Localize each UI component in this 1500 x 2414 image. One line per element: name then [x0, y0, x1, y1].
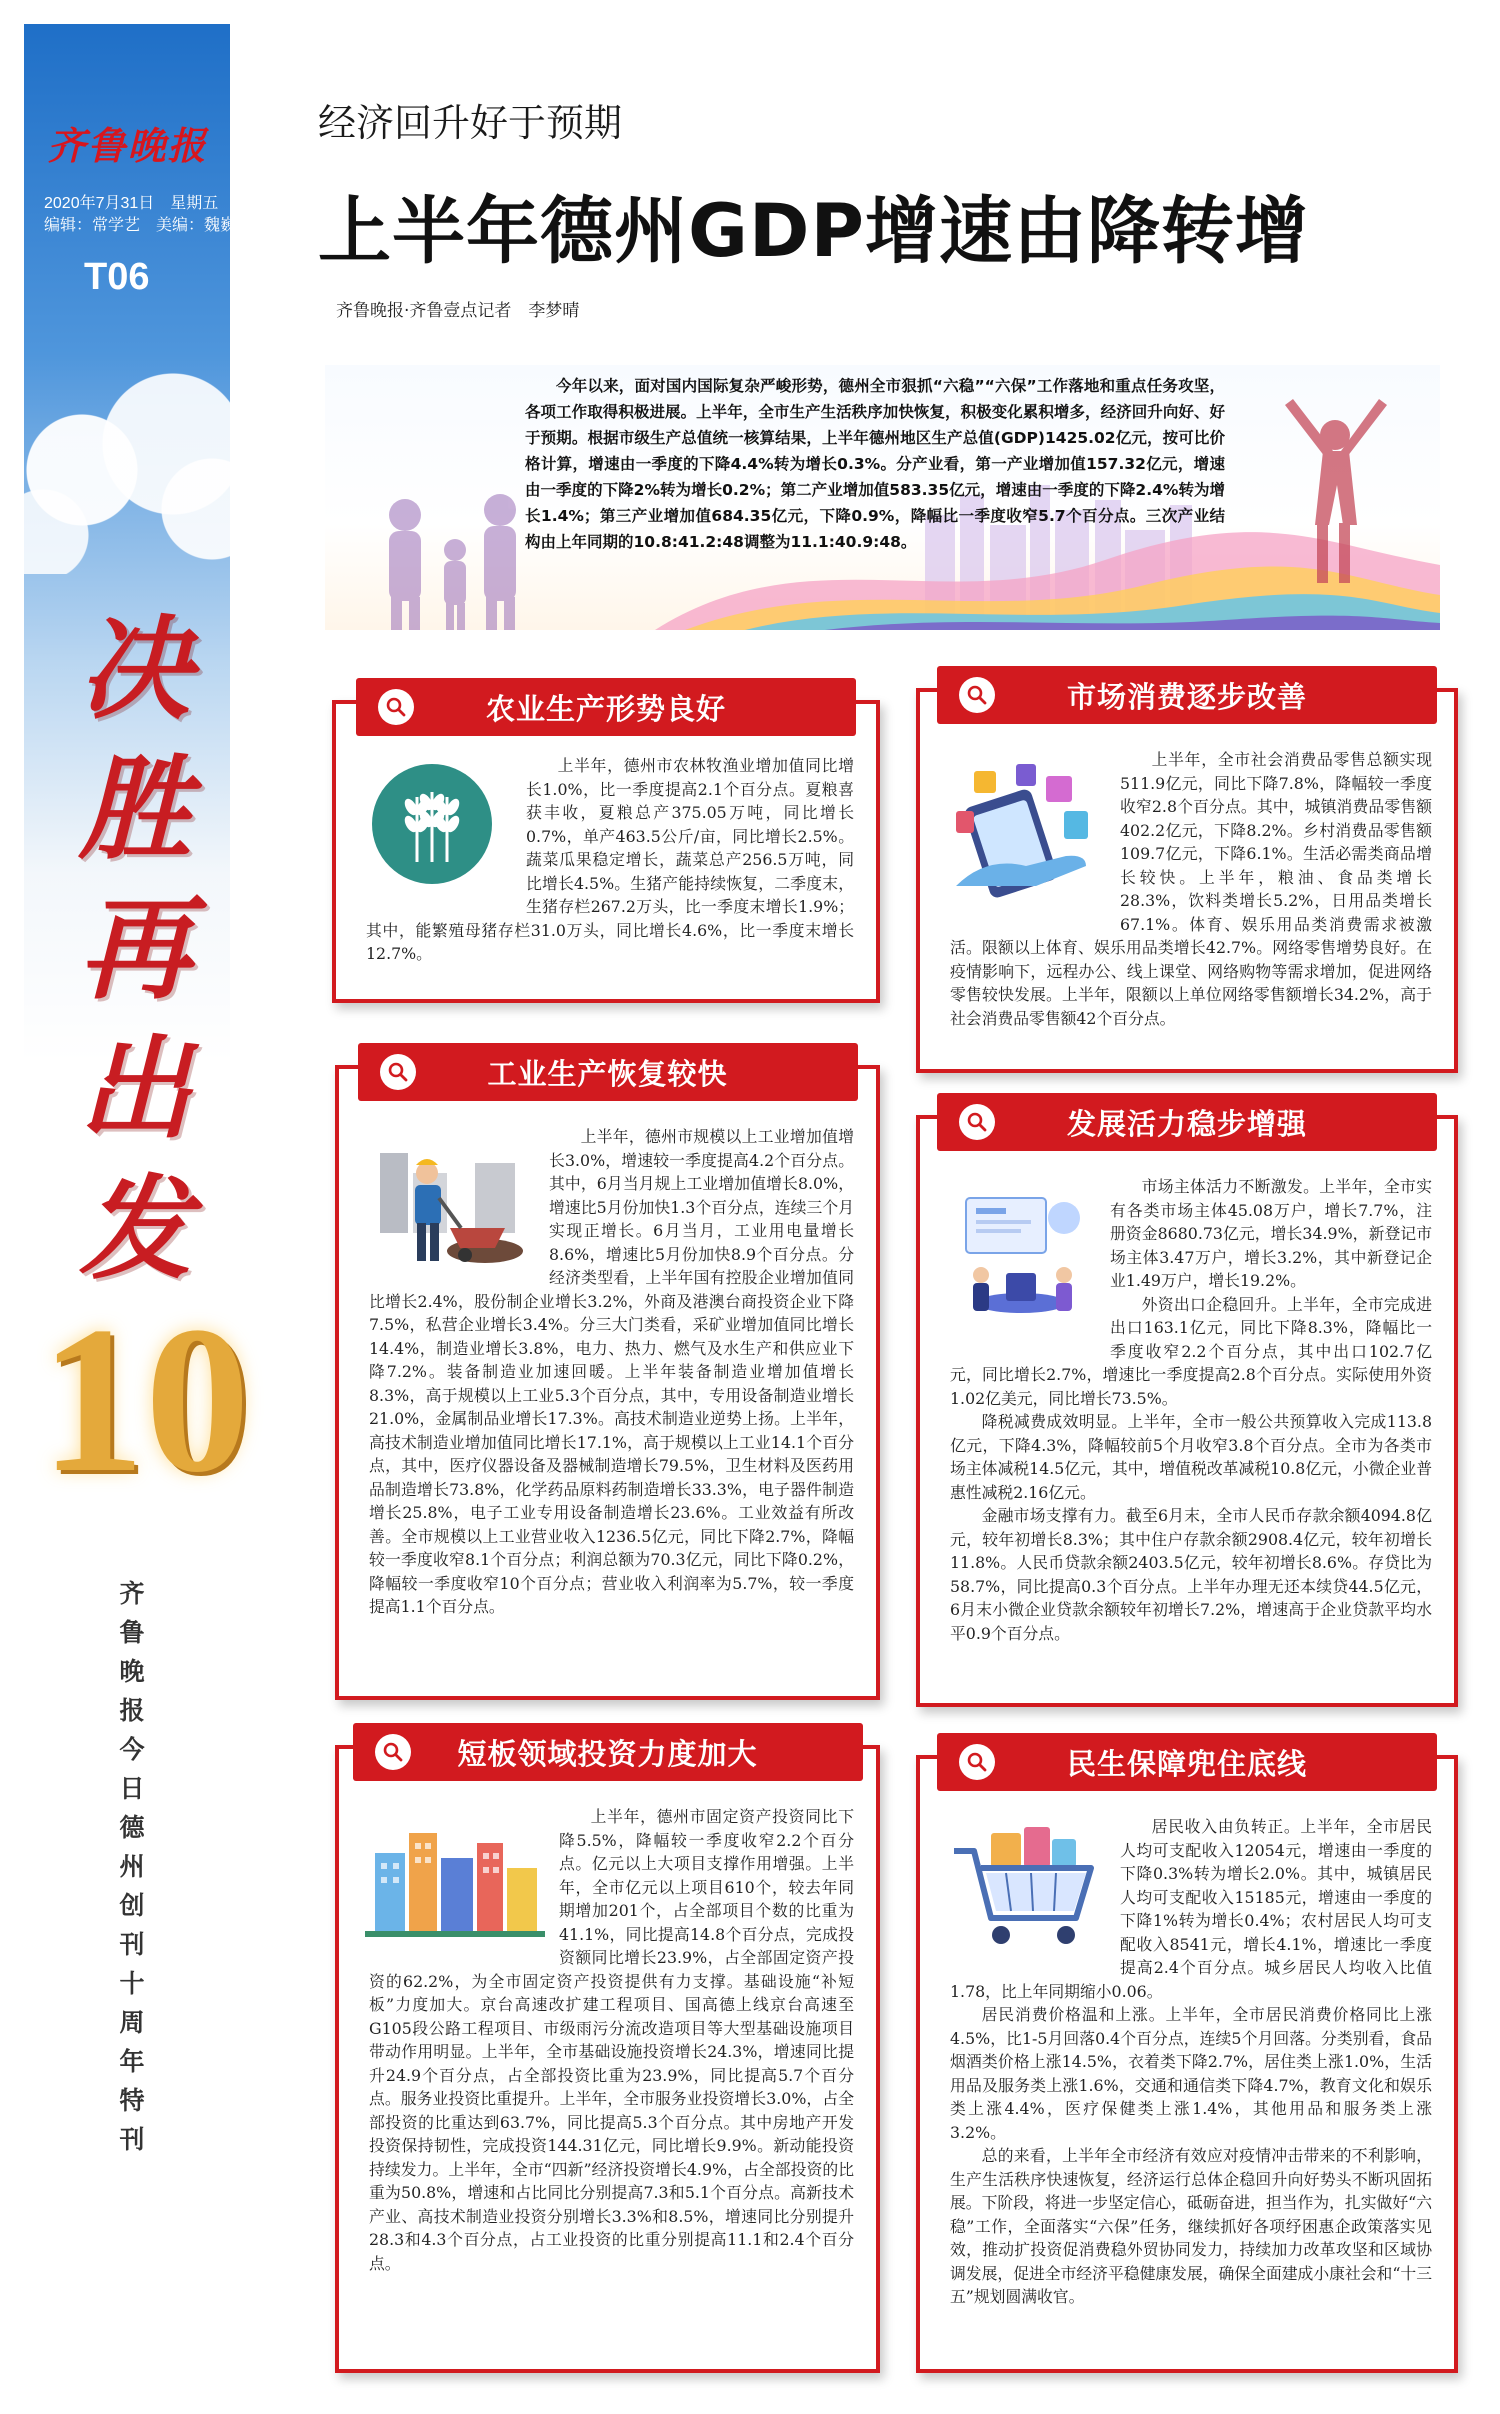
section-header: [937, 666, 1437, 724]
section-header: [353, 1723, 863, 1781]
search-icon: [959, 677, 995, 713]
cloud-decoration: [24, 314, 230, 574]
page-headline: 上半年德州GDP增速由降转增: [318, 189, 1310, 274]
search-icon: [959, 1744, 995, 1780]
page-number: T06: [84, 256, 150, 298]
section-title: 短板领域投资力度加大: [457, 1736, 758, 1771]
section-paragraph: 上半年，德州市规模以上工业增加值增长3.0%，增速较一季度提高4.2个百分点。其中，6月当月规上工业增加值增长8.0%，增速比5月份加快1.3个百分点，连续三个月实现正增长。6月当月，工业用电量增长8.6%，增速比5月份加快8.9个百分点。分经济类型看，上半年国有控股企业增加值同比增长2.4%，股份制企业增长3.2%，外商及港澳台商投资企业下降7.5%，私营企业增长3.4%。分三大门类看，采矿业增加值同比增长14.4%，制造业增长3.8%，电力、热力、燃气及水生产和供应业下降7.2%。装备制造业加速回暖。上半年装备制造业增加值增长8.3%，高于规模以上工业5.3个百分点，其中，专用设备制造业增长21.0%，金属制品业增长17.3%。高技术制造业逆势上扬。上半年，高技术制造业增加值同比增长17.1%，高于规模以上工业14.1个百分点，其中，医疗仪器设备及器械制造增长79.5%，卫生材料及医药用品制造增长73.8%，化学药品原料药制造增长33.3%，电子器件制造增长25.8%，电子工业专用设备制造增长23.6%。工业效益有所改善。全市规模以上工业营业收入1236.5亿元，同比下降2.7%，降幅较一季度收窄8.1个百分点；利润总额为70.3亿元，同比下降0.2%，降幅较一季度收窄10个百分点；营业收入利润率为5.7%，较一季度提高1.1个百分点。: [369, 1127, 854, 1616]
hero-banner: [325, 365, 1440, 630]
section-header: [358, 1043, 858, 1101]
section-title: 民生保障兜住底线: [1066, 1746, 1307, 1781]
section-vitality: [916, 1106, 1458, 1707]
section-header: [937, 1733, 1437, 1791]
search-icon: [375, 1734, 411, 1770]
section-title: 工业生产恢复较快: [487, 1056, 728, 1091]
section-consumption: [916, 679, 1458, 1073]
section-agriculture: [332, 691, 880, 1003]
section-title: 发展活力稳步增强: [1066, 1106, 1307, 1141]
section-paragraph: 上半年，德州市农林牧渔业增加值同比增长1.0%，比一季度提高2.1个百分点。夏粮喜获丰收，夏粮总产375.05万吨，同比增长0.7%，单产463.5公斤/亩，同比增长2.5%。蔬菜瓜果稳定增长，蔬菜总产256.5万吨，同比增长4.5%。生猪产能持续恢复，二季度末，生猪存栏267.2万头，比一季度末增长1.9%；其中，能繁殖母猪存栏31.0万头，同比增长4.6%，比一季度末增长12.7%。: [366, 756, 854, 963]
section-paragraph: 上半年，德州市固定资产投资同比下降5.5%，降幅较一季度收窄2.2个百分点。亿元以上大项目支撑作用增强。上半年，全市亿元以上项目610个，较去年同期增加201个，占全部项目个数的比重为41.1%，同比提高14.8个百分点，完成投资额同比增长23.9%，占全部固定资产投资的62.2%，为全市固定资产投资提供有力支撑。基础设施“补短板”力度加大。京台高速改扩建工程项目、国高德上线京台高速至G105段公路工程项目、市级雨污分流改造项目等大型基础设施项目带动作用明显。上半年，全市基础设施投资增长24.3%，增速同比提升24.9个百分点，占全部投资比重为23.9%，同比提高5.7个百分点。服务业投资比重提升。上半年，全市服务业投资增长3.0%，占全部投资的比重达到63.7%，同比提高5.3个百分点。其中房地产开发投资保持韧性，完成投资144.31亿元，同比增长9.9%。新动能投资持续发力。上半年，全市“四新”经济投资增长4.9%，占全部投资的比重为50.8%，增速和占比同比分别提高7.3和5.1个百分点。高新技术产业、高技术制造业投资分别增长3.3%和8.5%，增速同比分别提升28.3和4.3个百分点，占工业投资的比重分别提高11.1和2.4个百分点。: [369, 1807, 854, 2273]
search-icon: [378, 689, 414, 725]
anniversary-number: 10: [40, 1284, 250, 1516]
search-icon: [959, 1104, 995, 1140]
office-meeting-icon: [946, 1183, 1096, 1337]
section-paragraph: 居民收入由负转正。上半年，全市居民人均可支配收入12054元，增速由一季度的下降0.3%转为增长2.0%。其中，城镇居民人均可支配收入15185元，增速由一季度的下降1%转为增长0.4%；农村居民人均可支配收入8541元，增长4.1%，增速比一季度提高2.4个百分点。城乡居民人均收入比值1.78，比上年同期缩小0.06。: [950, 1817, 1432, 2001]
headline-kicker: 经济回升好于预期: [318, 101, 623, 145]
wheat-icon: [362, 762, 512, 896]
section-livelihood: [916, 1746, 1458, 2373]
online-shopping-icon: [946, 756, 1106, 910]
section-paragraph: 上半年，全市社会消费品零售总额实现511.9亿元，同比下降7.8%，降幅较一季度收窄2.8个百分点。其中，城镇消费品零售额402.2亿元，下降8.2%。乡村消费品零售额109.7亿元，下降6.1%。生活必需类商品增长较快。上半年，粮油、食品类增长28.3%，饮料类增长5.2%，日用品类增长67.1%。体育、娱乐用品类消费需求被激活。限额以上体育、娱乐用品类增长42.7%。网络零售增势良好。在疫情影响下，远程办公、线上课堂、网络购物等需求增加，促进网络零售较快发展。上半年，限额以上单位网络零售额增长34.2%，高于社会消费品零售额42个百分点。: [950, 750, 1432, 1028]
section-paragraph: 市场主体活力不断激发。上半年，全市实有各类市场主体45.08万户，增长7.7%，注册资金8680.73亿元，增长34.9%，新登记市场主体3.47万户，增长3.2%，其中新登记企业1.49万户，增长19.2%。: [1110, 1177, 1432, 1290]
factory-worker-icon: [365, 1133, 535, 1277]
search-icon: [380, 1054, 416, 1090]
section-title: 市场消费逐步改善: [1066, 679, 1307, 714]
byline: 齐鲁晚报·齐鲁壹点记者 李梦晴: [336, 301, 580, 321]
section-paragraph: 总的来看，上半年全市经济有效应对疫情冲击带来的不利影响，生产生活秩序快速恢复，经济运行总体企稳回升向好势头不断巩固拓展。下阶段，将进一步坚定信心，砥砺奋进，担当作为，扎实做好“六稳”工作，全面落实“六保”任务，继续抓好各项纾困惠企政策落实见效，推动扩投资促消费稳外贸协同发力，持续加力改革攻坚和区域协调发展，促进全市经济平稳健康发展，确保全面建成小康社会和“十三五”规划圆满收官。: [950, 2146, 1432, 2306]
lead-paragraph: 今年以来，面对国内国际复杂严峻形势，德州全市狠抓“六稳”“六保”工作落地和重点任务攻坚，各项工作取得积极进展。上半年，全市生产生活秩序加快恢复，积极变化累积增多，经济回升向好、好于预期。根据市级生产总值统一核算结果，上半年德州地区生产总值(GDP)1425.02亿元，按可比价格计算，增速由一季度的下降4.4%转为增长0.3%。分产业看，第一产业增加值157.32亿元，增速由一季度的下降2%转为增长0.2%；第二产业增加值583.35亿元，增速由一季度的下降2.4%转为增长1.4%；第三产业增加值684.35亿元，下降0.9%，降幅比一季度收窄5.7个百分点。三次产业结构由上年同期的10.8:41.2:48调整为11.1:40.9:48。: [525, 377, 1225, 551]
section-paragraph: 金融市场支撑有力。截至6月末，全市人民币存款余额4094.8亿元，较年初增长8.3%；其中住户存款余额2908.4亿元，较年初增长11.8%。人民币贷款余额2403.5亿元，较年初增长8.6%。存贷比为58.7%，同比提高0.3个百分点。上半年办理无还本续贷44.5亿元，6月末小微企业贷款余额较年初增长7.2%，增速高于企业贷款平均水平0.9个百分点。: [950, 1506, 1432, 1643]
section-paragraph: 外资出口企稳回升。上半年，全市完成进出口163.1亿元，同比下降8.3%，降幅比一季度收窄2.2个百分点，其中出口102.7亿元，同比增长2.7%，增速比一季度提高2.8个百分点。实际使用外资1.02亿美元，同比增长73.5%。: [950, 1294, 1432, 1408]
city-buildings-icon: [365, 1813, 545, 1947]
section-header: [937, 1093, 1437, 1151]
section-investment: [335, 1736, 880, 2373]
banner-slogan: 决胜再出发: [79, 604, 191, 1295]
section-title: 农业生产形势良好: [485, 691, 726, 726]
editor-credits: 编辑：常学艺 美编：魏巍: [44, 217, 237, 234]
newspaper-masthead: 齐鲁晚报: [47, 123, 208, 168]
section-paragraph: 居民消费价格温和上涨。上半年，全市居民消费价格同比上涨4.5%，比1-5月回落0.4个百分点，连续5个月回落。分类别看，食品烟酒类价格上涨14.5%，衣着类下降2.7%，居住类上涨1.0%，生活用品及服务类上涨1.6%，交通和通信类下降4.7%，教育文化和娱乐类上涨4.4%，医疗保健类上涨1.4%，其他用品和服务类上涨3.2%。: [950, 2005, 1432, 2142]
issue-date: 2020年7月31日 星期五: [44, 195, 219, 212]
anniversary-note: 齐鲁晚报今日德州创刊十周年特刊: [119, 1579, 145, 2154]
section-paragraph: 降税减费成效明显。上半年，全市一般公共预算收入完成113.8亿元，下降4.3%，降幅较前5个月收窄3.8个百分点。全市为各类市场主体减税14.5亿元，其中，增值税改革减税10.8亿元，小微企业普惠性减税2.16亿元。: [950, 1412, 1432, 1502]
section-header: [356, 678, 856, 736]
shopping-cart-icon: [946, 1823, 1106, 1957]
section-industry: [335, 1056, 880, 1700]
